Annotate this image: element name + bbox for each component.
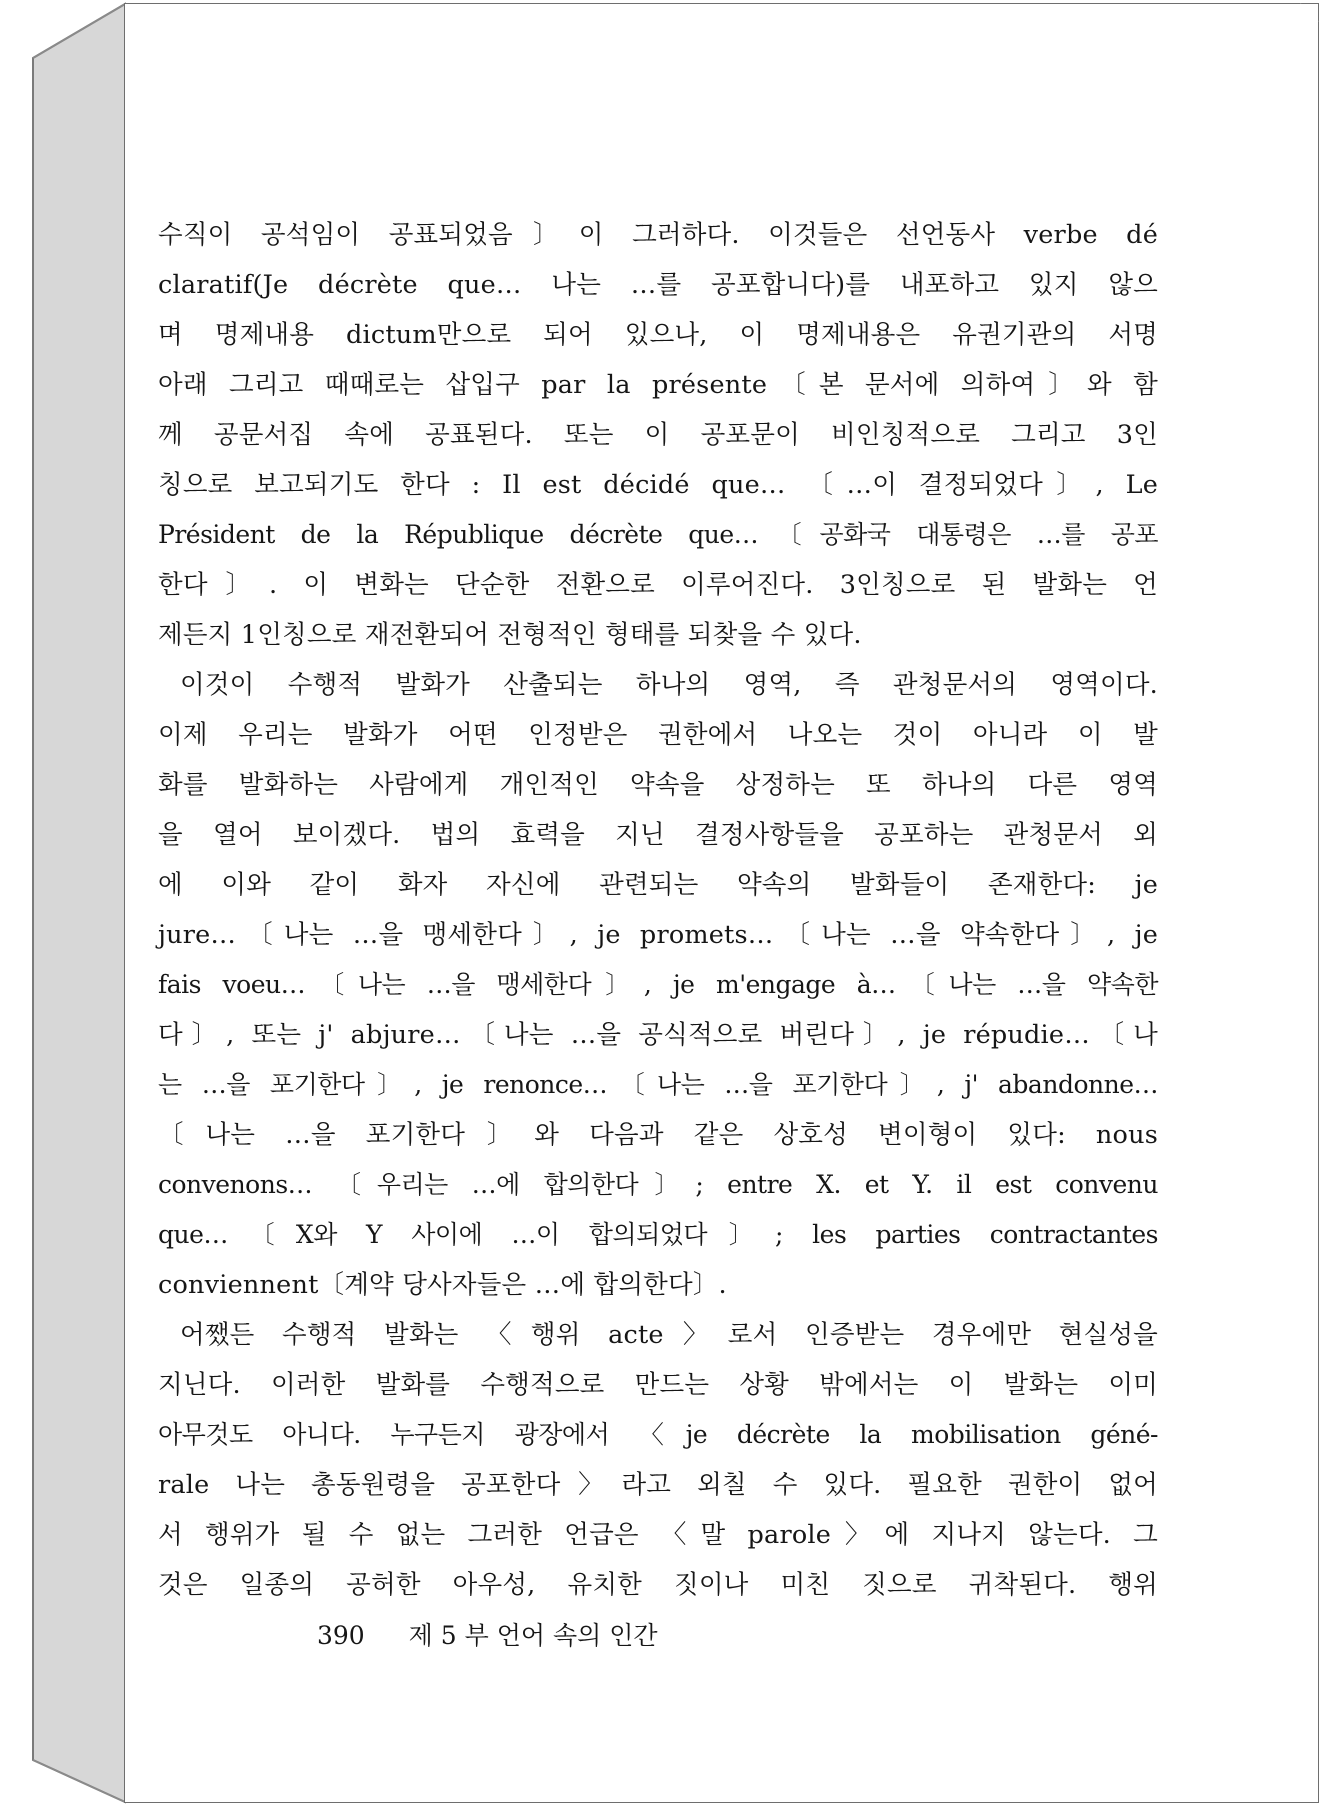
text-line: 〔나는 …을 포기한다〕와 다음과 같은 상호성 변이형이 있다: nous xyxy=(158,1120,1158,1150)
text-line: Président de la République décrète que…〔공화국 대통령은 …를 공포 xyxy=(158,520,1158,549)
text-line: 이제 우리는 발화가 어떤 인정받은 권한에서 나오는 것이 아니라 이 발 xyxy=(158,720,1158,750)
text-line: 수직이 공석임이 공표되었음〕이 그러하다. 이것들은 선언동사 verbe dé xyxy=(158,220,1158,250)
body-text xyxy=(158,210,1158,1610)
text-line: conviennent〔계약 당사자들은 …에 합의한다〕. xyxy=(158,1270,727,1300)
text-line: 아래 그리고 때때로는 삽입구 par la présente〔본 문서에 의하여〕와 함 xyxy=(158,370,1158,400)
running-head: 제 5 부 언어 속의 인간 xyxy=(408,1621,658,1650)
text-line: 화를 발화하는 사람에게 개인적인 약속을 상정하는 또 하나의 다른 영역 xyxy=(158,770,1158,800)
text-line: fais voeu…〔나는 …을 맹세한다〕, je m'engage à…〔나는 …을 약속한 xyxy=(158,970,1158,999)
text-line: 제든지 1인칭으로 재전환되어 전형적인 형태를 되찾을 수 있다. xyxy=(158,620,862,650)
text-line: 을 열어 보이겠다. 법의 효력을 지닌 결정사항들을 공포하는 관청문서 외 xyxy=(158,820,1158,850)
text-line: 다〕, 또는 j' abjure…〔나는 …을 공식적으로 버린다〕, je répudie…〔나 xyxy=(158,1020,1158,1050)
book-spine-side xyxy=(33,4,125,1802)
text-line: 서 행위가 될 수 없는 그러한 언급은 〈말 parole〉에 지나지 않는다. 그 xyxy=(158,1520,1158,1550)
text-line: 칭으로 보고되기도 한다 : Il est décidé que… 〔…이 결정되었다〕, Le xyxy=(158,470,1158,500)
text-line: convenons… 〔우리는 …에 합의한다〕; entre X. et Y. il est convenu xyxy=(158,1170,1158,1199)
text-line: 에 이와 같이 화자 자신에 관련되는 약속의 발화들이 존재한다: je xyxy=(158,870,1158,900)
text-line: 께 공문서집 속에 공표된다. 또는 이 공포문이 비인칭적으로 그리고 3인 xyxy=(158,420,1158,450)
text-line: 것은 일종의 공허한 아우성, 유치한 짓이나 미친 짓으로 귀착된다. 행위 xyxy=(158,1570,1158,1600)
text-line: rale 나는 총동원령을 공포한다〉라고 외칠 수 있다. 필요한 권한이 없어 xyxy=(158,1470,1158,1500)
page-footer xyxy=(317,1618,658,1654)
text-line: 이것이 수행적 발화가 산출되는 하나의 영역, 즉 관청문서의 영역이다. xyxy=(180,670,1158,700)
text-line: 는 …을 포기한다〕, je renonce…〔나는 …을 포기한다〕, j' abandonne… xyxy=(158,1070,1158,1099)
text-line: 지닌다. 이러한 발화를 수행적으로 만드는 상황 밖에서는 이 발화는 이미 xyxy=(158,1370,1158,1400)
page-number: 390 xyxy=(317,1621,365,1650)
text-line: jure…〔나는 …을 맹세한다〕, je promets…〔나는 …을 약속한다〕, je xyxy=(158,920,1158,950)
text-line: que…〔X와 Y 사이에 …이 합의되었다〕; les parties contractantes xyxy=(158,1220,1158,1249)
text-line: 어쨌든 수행적 발화는 〈행위 acte〉로서 인증받는 경우에만 현실성을 xyxy=(180,1320,1158,1350)
text-line: 며 명제내용 dictum만으로 되어 있으나, 이 명제내용은 유권기관의 서명 xyxy=(158,320,1158,350)
text-line: 한다〕. 이 변화는 단순한 전환으로 이루어진다. 3인칭으로 된 발화는 언 xyxy=(158,570,1158,600)
text-line: 아무것도 아니다. 누구든지 광장에서 〈je décrète la mobilisation géné- xyxy=(158,1420,1158,1449)
text-line: claratif(Je décrète que… 나는 …를 공포합니다)를 내포하고 있지 않으 xyxy=(158,270,1158,300)
